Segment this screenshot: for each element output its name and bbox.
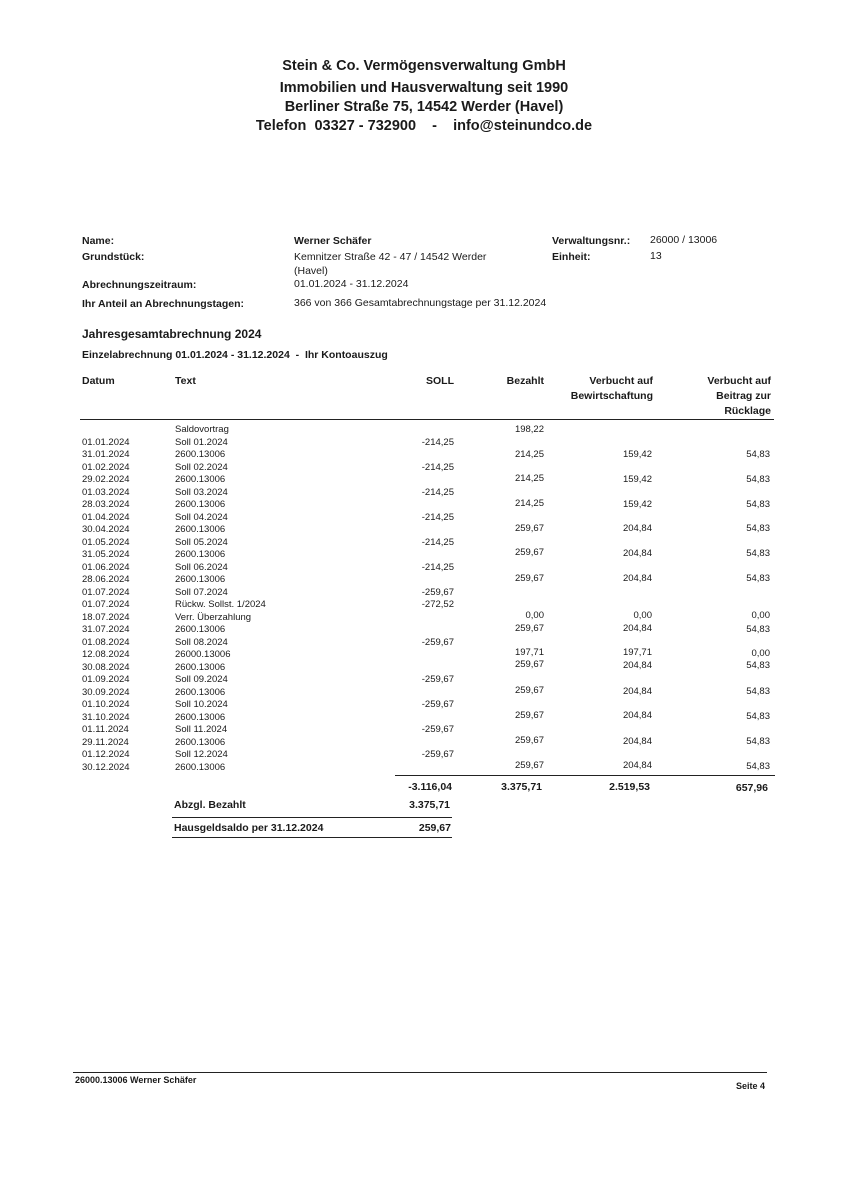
table-row-soll: -214,25 bbox=[421, 561, 454, 573]
table-row-ruecklage: 54,83 bbox=[746, 523, 770, 534]
col-header-bezahlt: Bezahlt bbox=[506, 375, 544, 387]
table-row-soll: -259,67 bbox=[421, 699, 454, 710]
anteil-value: 366 von 366 Gesamtabrechnungstage per 31.12.2024 bbox=[294, 297, 547, 309]
table-row-bezahlt: 198,22 bbox=[514, 424, 544, 435]
table-row-soll: -214,25 bbox=[421, 536, 454, 548]
table-row-soll: -259,67 bbox=[421, 724, 454, 735]
table-row-datum: 30.04.2024 bbox=[82, 524, 130, 535]
table-row-text: Soll 07.2024 bbox=[175, 586, 228, 598]
table-row-text: 2600.13006 bbox=[175, 736, 226, 748]
table-row-text: Soll 11.2024 bbox=[175, 724, 228, 735]
table-row-soll: -214,25 bbox=[421, 511, 454, 523]
zeitraum-value: 01.01.2024 - 31.12.2024 bbox=[294, 278, 409, 290]
table-row-soll: -214,25 bbox=[421, 486, 454, 498]
table-row-text: 2600.13006 bbox=[175, 661, 226, 673]
table-row-datum: 12.08.2024 bbox=[82, 649, 130, 660]
table-row-datum: 01.08.2024 bbox=[82, 636, 130, 648]
table-row-ruecklage: 54,83 bbox=[746, 711, 770, 722]
table-row-text: Soll 03.2024 bbox=[175, 486, 228, 498]
table-row-datum: 01.04.2024 bbox=[82, 511, 130, 523]
table-row-bewirtschaftung: 159,42 bbox=[622, 499, 652, 510]
table-row-bewirtschaftung: 204,84 bbox=[622, 548, 652, 559]
table-row-datum: 01.01.2024 bbox=[82, 436, 130, 448]
table-row-text: 2600.13006 bbox=[175, 574, 226, 585]
table-row-bezahlt: 259,67 bbox=[514, 685, 544, 696]
table-row-datum: 01.12.2024 bbox=[82, 749, 130, 760]
table-row-datum: 18.07.2024 bbox=[82, 611, 130, 623]
header-rule bbox=[80, 419, 774, 420]
col-header-soll: SOLL bbox=[426, 375, 454, 387]
table-row-datum: 29.11.2024 bbox=[82, 736, 129, 748]
footer-rule bbox=[73, 1072, 767, 1073]
table-row-bezahlt: 259,67 bbox=[514, 659, 544, 670]
abzgl-bezahlt-label: Abzgl. Bezahlt bbox=[174, 799, 246, 811]
table-row-bewirtschaftung: 204,84 bbox=[622, 523, 652, 534]
page-number: Seite 4 bbox=[736, 1081, 766, 1091]
hausgeldsaldo-value: 259,67 bbox=[418, 822, 451, 834]
abzgl-bezahlt-value: 3.375,71 bbox=[409, 799, 450, 811]
table-row-text: 26000.13006 bbox=[175, 649, 231, 660]
einheit-label: Einheit: bbox=[552, 251, 591, 263]
table-row-ruecklage: 54,83 bbox=[746, 499, 770, 510]
table-row-ruecklage: 54,83 bbox=[746, 573, 770, 584]
table-row-datum: 31.07.2024 bbox=[82, 624, 130, 635]
company-tagline: Immobilien und Hausverwaltung seit 1990 bbox=[279, 80, 569, 96]
table-row-text: 2600.13006 bbox=[175, 474, 226, 485]
table-row-soll: -214,25 bbox=[421, 436, 454, 448]
table-row-bezahlt: 259,67 bbox=[514, 547, 544, 558]
table-row-text: 2600.13006 bbox=[175, 761, 226, 773]
table-row-datum: 30.09.2024 bbox=[82, 686, 130, 698]
totals-rule bbox=[395, 775, 775, 776]
table-row-bezahlt: 259,67 bbox=[514, 735, 544, 746]
name-label: Name: bbox=[82, 235, 115, 247]
verwaltungsnr-value: 26000 / 13006 bbox=[650, 234, 718, 246]
table-row-bezahlt: 0,00 bbox=[525, 610, 544, 621]
table-row-text: 2600.13006 bbox=[175, 686, 226, 698]
total-bewirtschaftung: 2.519,53 bbox=[609, 781, 650, 793]
section-title: Jahresgesamtabrechnung 2024 bbox=[82, 327, 262, 341]
table-row-ruecklage: 54,83 bbox=[746, 686, 770, 697]
table-row-bewirtschaftung: 204,84 bbox=[622, 623, 652, 634]
table-row-datum: 01.07.2024 bbox=[82, 586, 130, 598]
table-row-bewirtschaftung: 204,84 bbox=[622, 660, 652, 671]
anteil-label: Ihr Anteil an Abrechnungstagen: bbox=[82, 298, 244, 310]
total-bezahlt: 3.375,71 bbox=[501, 781, 542, 793]
table-row-bezahlt: 197,71 bbox=[514, 647, 544, 658]
table-row-text: 2600.13006 bbox=[175, 711, 226, 723]
table-row-datum: 31.10.2024 bbox=[82, 711, 130, 723]
table-row-text: Soll 01.2024 bbox=[175, 436, 228, 448]
table-row-text: 2600.13006 bbox=[175, 624, 226, 635]
table-row-bezahlt: 214,25 bbox=[514, 498, 544, 509]
table-row-bewirtschaftung: 204,84 bbox=[622, 686, 652, 697]
table-row-ruecklage: 54,83 bbox=[746, 548, 770, 559]
table-row-bewirtschaftung: 204,84 bbox=[622, 573, 652, 584]
table-row-text: Soll 12.2024 bbox=[175, 749, 228, 760]
grundstueck-label: Grundstück: bbox=[82, 251, 145, 263]
table-row-bewirtschaftung: 0,00 bbox=[633, 610, 652, 621]
table-row-bezahlt: 259,67 bbox=[514, 710, 544, 721]
table-row-datum: 01.03.2024 bbox=[82, 486, 130, 498]
company-contact: Telefon 03327 - 732900 - info@steinundco.de bbox=[255, 118, 593, 134]
table-row-text: 2600.13006 bbox=[175, 549, 226, 560]
name-value: Werner Schäfer bbox=[294, 235, 372, 247]
table-row-text: Soll 09.2024 bbox=[175, 674, 228, 685]
table-row-bezahlt: 259,67 bbox=[514, 623, 544, 634]
total-ruecklage: 657,96 bbox=[735, 782, 768, 794]
table-row-datum: 01.07.2024 bbox=[82, 599, 130, 610]
table-row-datum: 31.01.2024 bbox=[82, 449, 130, 460]
verwaltungsnr-label: Verwaltungsnr.: bbox=[552, 235, 631, 247]
table-row-soll: -259,67 bbox=[421, 749, 454, 760]
table-row-datum: 01.02.2024 bbox=[82, 461, 130, 473]
section-subtitle: Einzelabrechnung 01.01.2024 - 31.12.2024 - Ihr Kontoauszug bbox=[82, 349, 388, 361]
table-row-text: Rückw. Sollst. 1/2024 bbox=[175, 599, 266, 610]
table-row-bezahlt: 259,67 bbox=[514, 523, 544, 534]
table-row-text: Soll 05.2024 bbox=[175, 536, 228, 548]
table-row-bewirtschaftung: 204,84 bbox=[622, 760, 652, 771]
table-row-ruecklage: 54,83 bbox=[746, 449, 770, 460]
table-row-datum: 01.11.2024 bbox=[82, 724, 129, 735]
grundstueck-value-line1: Kemnitzer Straße 42 - 47 / 14542 Werder bbox=[294, 251, 487, 263]
table-row-soll: -272,52 bbox=[421, 599, 454, 610]
col-header-text: Text bbox=[175, 375, 196, 387]
table-row-ruecklage: 54,83 bbox=[746, 761, 770, 772]
table-row-ruecklage: 0,00 bbox=[751, 648, 770, 659]
table-row-bewirtschaftung: 159,42 bbox=[622, 474, 652, 485]
saldo-rule-top bbox=[172, 817, 452, 818]
table-row-bewirtschaftung: 204,84 bbox=[622, 710, 652, 721]
table-row-bezahlt: 214,25 bbox=[514, 473, 544, 484]
table-row-text: Soll 04.2024 bbox=[175, 511, 228, 523]
table-row-ruecklage: 54,83 bbox=[746, 736, 770, 747]
table-row-text: Soll 02.2024 bbox=[175, 461, 228, 473]
hausgeldsaldo-label: Hausgeldsaldo per 31.12.2024 bbox=[174, 822, 324, 834]
table-row-datum: 30.08.2024 bbox=[82, 661, 130, 673]
table-row-text: 2600.13006 bbox=[175, 449, 226, 460]
einheit-value: 13 bbox=[650, 250, 662, 262]
company-address: Berliner Straße 75, 14542 Werder (Havel) bbox=[284, 99, 564, 115]
table-row-bewirtschaftung: 159,42 bbox=[622, 449, 652, 460]
footer-reference: 26000.13006 Werner Schäfer bbox=[75, 1075, 197, 1085]
table-row-text: Soll 10.2024 bbox=[175, 699, 228, 710]
total-soll: -3.116,04 bbox=[408, 781, 452, 793]
table-row-text: Soll 06.2024 bbox=[175, 561, 228, 573]
table-row-datum: 28.03.2024 bbox=[82, 499, 130, 510]
company-name: Stein & Co. Vermögensverwaltung GmbH bbox=[282, 58, 566, 74]
table-row-datum: 29.02.2024 bbox=[82, 474, 130, 485]
table-row-datum: 31.05.2024 bbox=[82, 549, 130, 560]
table-row-text: Saldovortrag bbox=[175, 424, 229, 435]
table-row-bezahlt: 259,67 bbox=[514, 760, 544, 771]
table-row-datum: 01.10.2024 bbox=[82, 699, 130, 710]
table-row-soll: -259,67 bbox=[421, 636, 454, 648]
col-header-datum: Datum bbox=[82, 375, 115, 387]
table-row-bewirtschaftung: 197,71 bbox=[622, 647, 652, 658]
zeitraum-label: Abrechnungszeitraum: bbox=[82, 279, 197, 291]
table-row-bezahlt: 259,67 bbox=[514, 573, 544, 584]
table-row-ruecklage: 54,83 bbox=[746, 624, 770, 635]
col-header-bewirtschaftung: Verbucht auf Bewirtschaftung bbox=[570, 375, 653, 402]
table-row-soll: -259,67 bbox=[421, 674, 454, 685]
table-row-ruecklage: 0,00 bbox=[751, 610, 770, 621]
table-row-bezahlt: 214,25 bbox=[514, 449, 544, 460]
table-row-text: 2600.13006 bbox=[175, 499, 226, 510]
table-row-datum: 30.12.2024 bbox=[82, 761, 130, 773]
table-row-ruecklage: 54,83 bbox=[746, 474, 770, 485]
table-row-soll: -259,67 bbox=[421, 586, 454, 598]
table-row-ruecklage: 54,83 bbox=[746, 660, 770, 671]
grundstueck-value-line2: (Havel) bbox=[294, 265, 328, 277]
table-row-soll: -214,25 bbox=[421, 461, 454, 473]
saldo-rule-bottom bbox=[172, 837, 452, 838]
table-row-text: 2600.13006 bbox=[175, 524, 226, 535]
table-row-text: Soll 08.2024 bbox=[175, 636, 228, 648]
table-row-datum: 01.09.2024 bbox=[82, 674, 130, 685]
table-row-datum: 01.05.2024 bbox=[82, 536, 130, 548]
col-header-ruecklage: Verbucht auf Beitrag zur Rücklage bbox=[707, 375, 771, 417]
table-row-datum: 01.06.2024 bbox=[82, 561, 130, 573]
table-row-bewirtschaftung: 204,84 bbox=[622, 736, 652, 747]
table-row-text: Verr. Überzahlung bbox=[175, 611, 252, 623]
table-row-datum: 28.06.2024 bbox=[82, 574, 130, 585]
